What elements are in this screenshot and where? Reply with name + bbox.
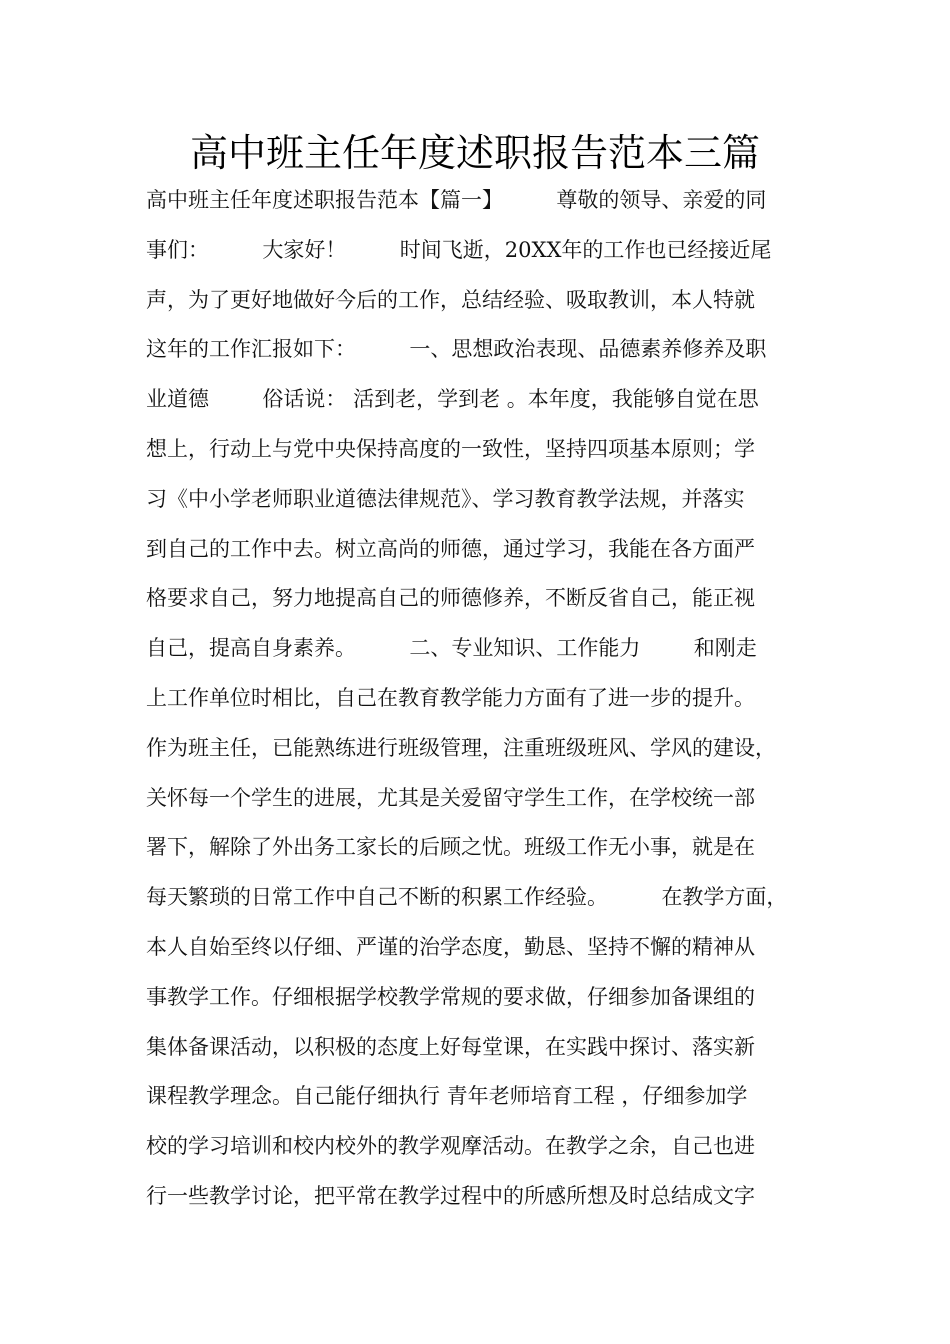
body-line: 课程教学理念。自己能仔细执行 青年老师培育工程 ，仔细参加学 <box>146 1084 748 1109</box>
body-line: 习《中小学老师职业道德法律规范》、学习教育教学法规，并落实 <box>146 486 745 511</box>
body-line: 本人自始至终以仔细、严谨的治学态度，勤恳、坚持不懈的精神从 <box>146 934 755 959</box>
body-line: 上工作单位时相比，自己在教育教学能力方面有了进一步的提升。 <box>146 685 755 710</box>
body-line: 想上，行动上与党中央保持高度的一致性，坚持四项基本原则；学 <box>146 436 755 461</box>
document-body <box>146 176 846 1222</box>
body-line: 格要求自己，努力地提高自己的师德修养，不断反省自己，能正视 <box>146 586 755 611</box>
body-line: 每天繁琐的日常工作中自己不断的积累工作经验。 在教学方面， <box>146 885 788 910</box>
body-line: 事们： 大家好！ 时间飞逝，20XX年的工作也已经接近尾 <box>146 237 772 262</box>
body-line: 自己，提高自身素养。 二、专业知识、工作能力 和刚走 <box>146 636 757 661</box>
body-line: 校的学习培训和校内校外的教学观摩活动。在教学之余，自己也进 <box>146 1134 755 1159</box>
body-line: 署下，解除了外出务工家长的后顾之忧。班级工作无小事，就是在 <box>146 835 755 860</box>
body-line: 行一些教学讨论，把平常在教学过程中的所感所想及时总结成文字 <box>146 1183 755 1208</box>
document-title: 高中班主任年度述职报告范本三篇 <box>189 131 760 175</box>
body-line: 高中班主任年度述职报告范本【篇一】 尊敬的领导、亲爱的同 <box>146 188 767 212</box>
body-line: 到自己的工作中去。树立高尚的师德，通过学习，我能在各方面严 <box>146 536 755 561</box>
body-line: 事教学工作。仔细根据学校教学常规的要求做，仔细参加备课组的 <box>146 984 755 1009</box>
body-line: 关怀每一个学生的进展，尤其是关爱留守学生工作，在学校统一部 <box>146 785 755 810</box>
body-line: 声，为了更好地做好今后的工作，总结经验、吸取教训，本人特就 <box>146 287 755 312</box>
body-line: 业道德 俗话说： 活到老，学到老 。本年度，我能够自觉在思 <box>146 387 759 412</box>
body-line: 这年的工作汇报如下： 一、思想政治表现、品德素养修养及职 <box>146 337 767 362</box>
body-line: 作为班主任，已能熟练进行班级管理，注重班级班风、学风的建设， <box>146 735 776 760</box>
body-line: 集体备课活动，以积极的态度上好每堂课，在实践中探讨、落实新 <box>146 1034 755 1059</box>
